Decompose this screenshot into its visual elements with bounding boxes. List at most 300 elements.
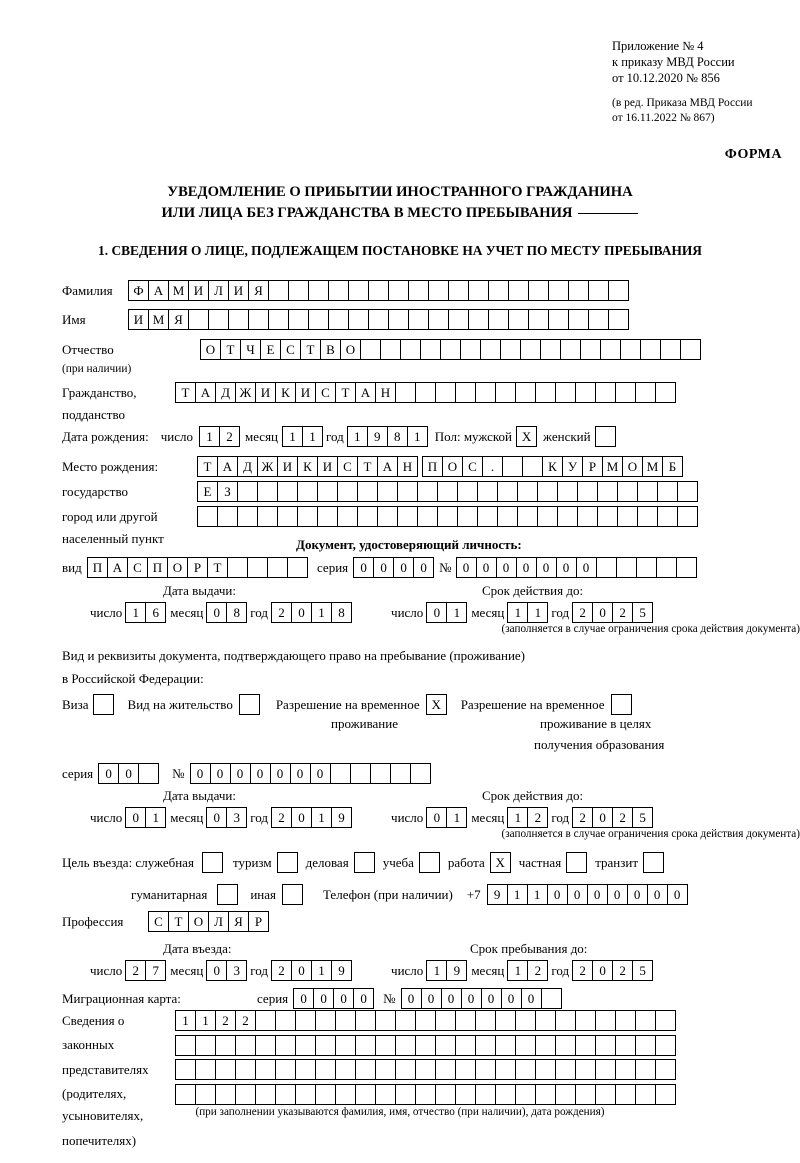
cell[interactable]: [568, 309, 589, 330]
cell[interactable]: [455, 1010, 476, 1031]
cell[interactable]: 9: [487, 884, 508, 905]
cell[interactable]: [255, 1059, 276, 1080]
cell[interactable]: [437, 481, 458, 502]
cell[interactable]: 0: [118, 763, 139, 784]
cell[interactable]: [235, 1084, 256, 1105]
purpose-service-checkbox[interactable]: [202, 852, 223, 873]
cell[interactable]: Д: [237, 456, 258, 477]
cell[interactable]: З: [217, 481, 238, 502]
cell[interactable]: [497, 481, 518, 502]
cell[interactable]: 0: [481, 988, 502, 1009]
cell[interactable]: Н: [397, 456, 418, 477]
cell[interactable]: [477, 506, 498, 527]
cell[interactable]: [475, 1010, 496, 1031]
cell[interactable]: П: [422, 456, 443, 477]
cell[interactable]: [616, 557, 637, 578]
cell[interactable]: [655, 382, 676, 403]
cell[interactable]: [457, 506, 478, 527]
cell[interactable]: 2: [572, 602, 593, 623]
cell[interactable]: [440, 339, 461, 360]
edu-residence-checkbox[interactable]: [611, 694, 632, 715]
cell[interactable]: [655, 1035, 676, 1056]
cell[interactable]: [375, 1084, 396, 1105]
cell[interactable]: [515, 1084, 536, 1105]
cell[interactable]: [508, 309, 529, 330]
cell[interactable]: Б: [662, 456, 683, 477]
cell[interactable]: [195, 1084, 216, 1105]
cell[interactable]: 5: [632, 807, 653, 828]
cell[interactable]: 0: [210, 763, 231, 784]
cell[interactable]: [617, 481, 638, 502]
cell[interactable]: О: [188, 911, 209, 932]
cell[interactable]: М: [148, 309, 169, 330]
cell[interactable]: [295, 1035, 316, 1056]
cell[interactable]: [475, 1059, 496, 1080]
cell[interactable]: [188, 309, 209, 330]
cell[interactable]: [377, 506, 398, 527]
cell[interactable]: 5: [632, 960, 653, 981]
cell[interactable]: [680, 339, 701, 360]
cell[interactable]: [275, 1010, 296, 1031]
cell[interactable]: [657, 481, 678, 502]
cell[interactable]: [435, 1059, 456, 1080]
purpose-business-checkbox[interactable]: [354, 852, 375, 873]
cell[interactable]: [415, 1084, 436, 1105]
cell[interactable]: [417, 481, 438, 502]
cell[interactable]: [508, 280, 529, 301]
cell[interactable]: О: [340, 339, 361, 360]
cell[interactable]: [297, 506, 318, 527]
cell[interactable]: И: [188, 280, 209, 301]
cell[interactable]: И: [295, 382, 316, 403]
cell[interactable]: 2: [235, 1010, 256, 1031]
cell[interactable]: 9: [367, 426, 388, 447]
cell[interactable]: [328, 280, 349, 301]
cell[interactable]: [435, 1010, 456, 1031]
cell[interactable]: [635, 1035, 656, 1056]
purpose-tourism-checkbox[interactable]: [277, 852, 298, 873]
cell[interactable]: [655, 1010, 676, 1031]
cell[interactable]: 2: [612, 960, 633, 981]
cell[interactable]: [575, 1059, 596, 1080]
cell[interactable]: [335, 1035, 356, 1056]
cell[interactable]: [577, 481, 598, 502]
cell[interactable]: 1: [175, 1010, 196, 1031]
cell[interactable]: Е: [260, 339, 281, 360]
cell[interactable]: [595, 1035, 616, 1056]
cell[interactable]: 2: [527, 960, 548, 981]
cell[interactable]: [215, 1035, 236, 1056]
cell[interactable]: [315, 1035, 336, 1056]
visa-checkbox[interactable]: [93, 694, 114, 715]
cell[interactable]: [175, 1084, 196, 1105]
cell[interactable]: [420, 339, 441, 360]
purpose-transit-checkbox[interactable]: [643, 852, 664, 873]
cell[interactable]: Ж: [257, 456, 278, 477]
cell[interactable]: 0: [587, 884, 608, 905]
cell[interactable]: 0: [291, 960, 312, 981]
cell[interactable]: [488, 280, 509, 301]
cell[interactable]: [588, 280, 609, 301]
cell[interactable]: [535, 1059, 556, 1080]
cell[interactable]: Л: [208, 280, 229, 301]
cell[interactable]: 2: [271, 807, 292, 828]
cell[interactable]: [555, 382, 576, 403]
cell[interactable]: [237, 506, 258, 527]
cell[interactable]: [355, 1059, 376, 1080]
purpose-study-checkbox[interactable]: [419, 852, 440, 873]
cell[interactable]: [227, 557, 248, 578]
cell[interactable]: [197, 506, 218, 527]
cell[interactable]: [615, 1059, 636, 1080]
cell[interactable]: [317, 506, 338, 527]
cell[interactable]: С: [148, 911, 169, 932]
cell[interactable]: [175, 1059, 196, 1080]
cell[interactable]: С: [315, 382, 336, 403]
cell[interactable]: [635, 1059, 656, 1080]
cell[interactable]: [636, 557, 657, 578]
cell[interactable]: [275, 1035, 296, 1056]
cell[interactable]: [635, 1010, 656, 1031]
cell[interactable]: [375, 1010, 396, 1031]
cell[interactable]: 0: [647, 884, 668, 905]
cell[interactable]: 0: [456, 557, 477, 578]
cell[interactable]: [555, 1084, 576, 1105]
purpose-humanitarian-checkbox[interactable]: [217, 884, 238, 905]
cell[interactable]: [660, 339, 681, 360]
cell[interactable]: [548, 280, 569, 301]
cell[interactable]: 0: [98, 763, 119, 784]
cell[interactable]: Т: [168, 911, 189, 932]
cell[interactable]: А: [355, 382, 376, 403]
cell[interactable]: [615, 1035, 636, 1056]
cell[interactable]: [560, 339, 581, 360]
cell[interactable]: [477, 481, 498, 502]
cell[interactable]: 0: [476, 557, 497, 578]
cell[interactable]: 0: [206, 807, 227, 828]
cell[interactable]: 7: [145, 960, 166, 981]
cell[interactable]: О: [442, 456, 463, 477]
cell[interactable]: [275, 1084, 296, 1105]
cell[interactable]: [575, 1035, 596, 1056]
cell[interactable]: [268, 309, 289, 330]
cell[interactable]: Л: [208, 911, 229, 932]
cell[interactable]: [295, 1059, 316, 1080]
cell[interactable]: Я: [168, 309, 189, 330]
cell[interactable]: Д: [215, 382, 236, 403]
cell[interactable]: [537, 481, 558, 502]
cell[interactable]: [348, 280, 369, 301]
cell[interactable]: 0: [521, 988, 542, 1009]
cell[interactable]: [640, 339, 661, 360]
cell[interactable]: [308, 280, 329, 301]
cell[interactable]: [395, 1084, 416, 1105]
cell[interactable]: [595, 1084, 616, 1105]
cell[interactable]: М: [642, 456, 663, 477]
cell[interactable]: [388, 280, 409, 301]
cell[interactable]: 1: [347, 426, 368, 447]
cell[interactable]: 0: [353, 557, 374, 578]
cell[interactable]: 1: [426, 960, 447, 981]
cell[interactable]: [335, 1010, 356, 1031]
cell[interactable]: [520, 339, 541, 360]
cell[interactable]: 0: [496, 557, 517, 578]
cell[interactable]: К: [275, 382, 296, 403]
cell[interactable]: [295, 1084, 316, 1105]
cell[interactable]: [515, 1035, 536, 1056]
cell[interactable]: [657, 506, 678, 527]
cell[interactable]: 0: [592, 807, 613, 828]
cell[interactable]: [537, 506, 558, 527]
cell[interactable]: 0: [206, 602, 227, 623]
cell[interactable]: 1: [507, 602, 528, 623]
cell[interactable]: Н: [375, 382, 396, 403]
cell[interactable]: 1: [311, 602, 332, 623]
cell[interactable]: [247, 557, 268, 578]
cell[interactable]: [335, 1059, 356, 1080]
cell[interactable]: 0: [310, 763, 331, 784]
cell[interactable]: [535, 382, 556, 403]
cell[interactable]: С: [337, 456, 358, 477]
cell[interactable]: [380, 339, 401, 360]
cell[interactable]: [255, 1084, 276, 1105]
cell[interactable]: 0: [547, 884, 568, 905]
cell[interactable]: [255, 1035, 276, 1056]
cell[interactable]: [608, 309, 629, 330]
cell[interactable]: Е: [197, 481, 218, 502]
cell[interactable]: Т: [197, 456, 218, 477]
cell[interactable]: [377, 481, 398, 502]
cell[interactable]: [597, 506, 618, 527]
cell[interactable]: 6: [145, 602, 166, 623]
cell[interactable]: [255, 1010, 276, 1031]
cell[interactable]: 2: [572, 807, 593, 828]
cell[interactable]: [408, 280, 429, 301]
cell[interactable]: 0: [421, 988, 442, 1009]
cell[interactable]: [395, 1010, 416, 1031]
cell[interactable]: 9: [446, 960, 467, 981]
cell[interactable]: [277, 506, 298, 527]
cell[interactable]: [217, 506, 238, 527]
cell[interactable]: [357, 481, 378, 502]
cell[interactable]: [597, 481, 618, 502]
cell[interactable]: 0: [401, 988, 422, 1009]
cell[interactable]: [138, 763, 159, 784]
cell[interactable]: 1: [125, 602, 146, 623]
cell[interactable]: .: [482, 456, 503, 477]
cell[interactable]: 2: [612, 807, 633, 828]
cell[interactable]: В: [320, 339, 341, 360]
cell[interactable]: [455, 382, 476, 403]
cell[interactable]: 9: [331, 960, 352, 981]
cell[interactable]: [395, 1059, 416, 1080]
cell[interactable]: [615, 1084, 636, 1105]
cell[interactable]: 0: [567, 884, 588, 905]
cell[interactable]: [475, 1035, 496, 1056]
cell[interactable]: 3: [226, 807, 247, 828]
cell[interactable]: 0: [627, 884, 648, 905]
cell[interactable]: [460, 339, 481, 360]
cell[interactable]: 1: [507, 807, 528, 828]
cell[interactable]: У: [562, 456, 583, 477]
cell[interactable]: [350, 763, 371, 784]
cell[interactable]: 1: [527, 884, 548, 905]
cell[interactable]: С: [127, 557, 148, 578]
cell[interactable]: 0: [333, 988, 354, 1009]
cell[interactable]: А: [107, 557, 128, 578]
cell[interactable]: [615, 382, 636, 403]
cell[interactable]: К: [297, 456, 318, 477]
cell[interactable]: 8: [226, 602, 247, 623]
cell[interactable]: [500, 339, 521, 360]
cell[interactable]: [268, 280, 289, 301]
cell[interactable]: [375, 1035, 396, 1056]
cell[interactable]: [455, 1059, 476, 1080]
cell[interactable]: 1: [407, 426, 428, 447]
cell[interactable]: [355, 1084, 376, 1105]
cell[interactable]: Т: [300, 339, 321, 360]
cell[interactable]: [287, 557, 308, 578]
cell[interactable]: [415, 1010, 436, 1031]
cell[interactable]: [575, 1084, 596, 1105]
cell[interactable]: [435, 1035, 456, 1056]
cell[interactable]: [428, 309, 449, 330]
cell[interactable]: [335, 1084, 356, 1105]
cell[interactable]: 0: [291, 807, 312, 828]
cell[interactable]: [455, 1084, 476, 1105]
cell[interactable]: [515, 1059, 536, 1080]
cell[interactable]: [388, 309, 409, 330]
cell[interactable]: [337, 506, 358, 527]
cell[interactable]: 2: [572, 960, 593, 981]
cell[interactable]: 1: [507, 884, 528, 905]
cell[interactable]: [368, 309, 389, 330]
cell[interactable]: [515, 382, 536, 403]
temp-residence-checkbox[interactable]: X: [426, 694, 447, 715]
cell[interactable]: 2: [215, 1010, 236, 1031]
cell[interactable]: 0: [536, 557, 557, 578]
cell[interactable]: [596, 557, 617, 578]
cell[interactable]: [528, 280, 549, 301]
cell[interactable]: [267, 557, 288, 578]
cell[interactable]: [355, 1010, 376, 1031]
cell[interactable]: 0: [461, 988, 482, 1009]
cell[interactable]: [315, 1059, 336, 1080]
cell[interactable]: 1: [302, 426, 323, 447]
cell[interactable]: [480, 339, 501, 360]
cell[interactable]: [488, 309, 509, 330]
purpose-private-checkbox[interactable]: [566, 852, 587, 873]
cell[interactable]: [475, 1084, 496, 1105]
cell[interactable]: [348, 309, 369, 330]
cell[interactable]: [215, 1059, 236, 1080]
cell[interactable]: [637, 506, 658, 527]
cell[interactable]: [370, 763, 391, 784]
cell[interactable]: 2: [219, 426, 240, 447]
cell[interactable]: Ч: [240, 339, 261, 360]
cell[interactable]: 0: [206, 960, 227, 981]
cell[interactable]: [557, 481, 578, 502]
cell[interactable]: [417, 506, 438, 527]
cell[interactable]: 2: [527, 807, 548, 828]
cell[interactable]: Т: [175, 382, 196, 403]
cell[interactable]: [580, 339, 601, 360]
cell[interactable]: 8: [331, 602, 352, 623]
cell[interactable]: [515, 1010, 536, 1031]
cell[interactable]: 2: [271, 602, 292, 623]
cell[interactable]: 2: [612, 602, 633, 623]
cell[interactable]: 0: [556, 557, 577, 578]
cell[interactable]: [656, 557, 677, 578]
cell[interactable]: 0: [313, 988, 334, 1009]
cell[interactable]: [541, 988, 562, 1009]
cell[interactable]: [330, 763, 351, 784]
cell[interactable]: [555, 1059, 576, 1080]
cell[interactable]: 0: [353, 988, 374, 1009]
cell[interactable]: [228, 309, 249, 330]
cell[interactable]: [617, 506, 638, 527]
cell[interactable]: И: [255, 382, 276, 403]
cell[interactable]: [410, 763, 431, 784]
cell[interactable]: 0: [576, 557, 597, 578]
cell[interactable]: [557, 506, 578, 527]
cell[interactable]: 1: [282, 426, 303, 447]
cell[interactable]: А: [217, 456, 238, 477]
cell[interactable]: [237, 481, 258, 502]
cell[interactable]: [677, 506, 698, 527]
cell[interactable]: [497, 506, 518, 527]
cell[interactable]: [415, 1035, 436, 1056]
cell[interactable]: 0: [441, 988, 462, 1009]
cell[interactable]: [595, 1010, 616, 1031]
cell[interactable]: 0: [125, 807, 146, 828]
cell[interactable]: 0: [501, 988, 522, 1009]
cell[interactable]: 0: [393, 557, 414, 578]
cell[interactable]: [468, 280, 489, 301]
cell[interactable]: [295, 1010, 316, 1031]
cell[interactable]: Т: [220, 339, 241, 360]
cell[interactable]: [517, 481, 538, 502]
cell[interactable]: 1: [145, 807, 166, 828]
cell[interactable]: [195, 1035, 216, 1056]
cell[interactable]: О: [622, 456, 643, 477]
cell[interactable]: [375, 1059, 396, 1080]
cell[interactable]: [288, 280, 309, 301]
cell[interactable]: И: [128, 309, 149, 330]
cell[interactable]: А: [195, 382, 216, 403]
cell[interactable]: [677, 481, 698, 502]
cell[interactable]: 0: [190, 763, 211, 784]
cell[interactable]: К: [542, 456, 563, 477]
cell[interactable]: Р: [582, 456, 603, 477]
cell[interactable]: [435, 382, 456, 403]
cell[interactable]: 1: [199, 426, 220, 447]
cell[interactable]: [277, 481, 298, 502]
cell[interactable]: И: [228, 280, 249, 301]
cell[interactable]: 2: [271, 960, 292, 981]
cell[interactable]: 0: [607, 884, 628, 905]
cell[interactable]: [257, 506, 278, 527]
cell[interactable]: [620, 339, 641, 360]
cell[interactable]: Т: [335, 382, 356, 403]
cell[interactable]: [428, 280, 449, 301]
cell[interactable]: [415, 1059, 436, 1080]
cell[interactable]: [288, 309, 309, 330]
cell[interactable]: 8: [387, 426, 408, 447]
cell[interactable]: [635, 1084, 656, 1105]
cell[interactable]: [357, 506, 378, 527]
cell[interactable]: [328, 309, 349, 330]
